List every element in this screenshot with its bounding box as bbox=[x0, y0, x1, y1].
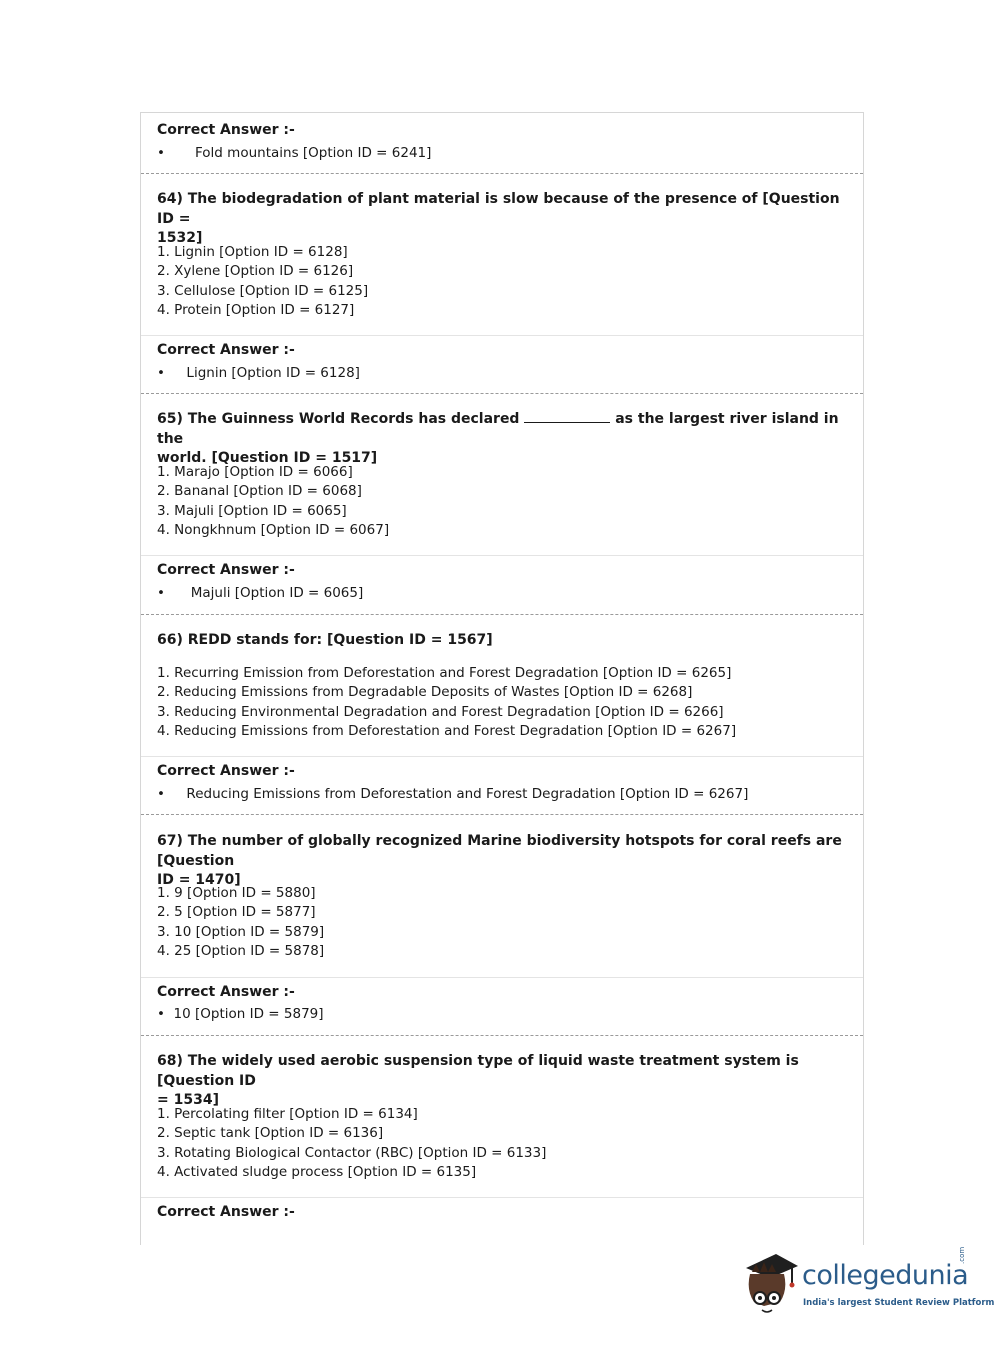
answer-divider bbox=[141, 335, 863, 336]
answer-blank bbox=[524, 410, 610, 423]
option-65-4: 4. Nongkhnum [Option ID = 6067] bbox=[157, 522, 390, 538]
logo-wordmark: collegedunia bbox=[802, 1260, 969, 1291]
question-66: 66) REDD stands for: [Question ID = 1567] bbox=[157, 632, 493, 648]
option-64-2: 2. Xylene [Option ID = 6126] bbox=[157, 263, 354, 279]
correct-answer-title: Correct Answer :- bbox=[157, 342, 295, 358]
option-67-3: 3. 10 [Option ID = 5879] bbox=[157, 924, 325, 940]
question-separator bbox=[141, 614, 863, 615]
option-66-1: 1. Recurring Emission from Deforestation and Forest Degradation [Option ID = 6265] bbox=[157, 665, 732, 681]
correct-answer-item: • Majuli [Option ID = 6065] bbox=[157, 585, 364, 601]
correct-answer-item: • Fold mountains [Option ID = 6241] bbox=[157, 145, 432, 161]
mascot-icon bbox=[742, 1250, 802, 1316]
answer-divider bbox=[141, 756, 863, 757]
correct-answer-item: • Reducing Emissions from Deforestation and Forest Degradation [Option ID = 6267] bbox=[157, 786, 749, 802]
answer-divider bbox=[141, 977, 863, 978]
option-66-2: 2. Reducing Emissions from Degradable Deposits of Wastes [Option ID = 6268] bbox=[157, 684, 693, 700]
option-65-2: 2. Bananal [Option ID = 6068] bbox=[157, 483, 362, 499]
answer-divider bbox=[141, 1197, 863, 1198]
logo-suffix: .com bbox=[958, 1246, 966, 1264]
collegedunia-logo bbox=[742, 1246, 995, 1320]
question-paper-frame bbox=[140, 112, 864, 1245]
option-65-1: 1. Marajo [Option ID = 6066] bbox=[157, 464, 353, 480]
option-66-4: 4. Reducing Emissions from Deforestation and Forest Degradation [Option ID = 6267] bbox=[157, 723, 737, 739]
answer-divider bbox=[141, 555, 863, 556]
correct-answer-title: Correct Answer :- bbox=[157, 763, 295, 779]
option-66-3: 3. Reducing Environmental Degradation and Forest Degradation [Option ID = 6266] bbox=[157, 704, 724, 720]
option-68-3: 3. Rotating Biological Contactor (RBC) [Option ID = 6133] bbox=[157, 1145, 547, 1161]
correct-answer-item: • 10 [Option ID = 5879] bbox=[157, 1006, 324, 1022]
option-65-3: 3. Majuli [Option ID = 6065] bbox=[157, 503, 347, 519]
correct-answer-title: Correct Answer :- bbox=[157, 984, 295, 1000]
question-64: 64) The biodegradation of plant material is slow because of the presence of [Question ID = 1532] bbox=[157, 191, 840, 246]
logo-tagline: India's largest Student Review Platform bbox=[803, 1298, 995, 1308]
question-separator bbox=[141, 1035, 863, 1036]
option-67-4: 4. 25 [Option ID = 5878] bbox=[157, 943, 325, 959]
correct-answer-title: Correct Answer :- bbox=[157, 562, 295, 578]
option-68-2: 2. Septic tank [Option ID = 6136] bbox=[157, 1125, 384, 1141]
option-64-3: 3. Cellulose [Option ID = 6125] bbox=[157, 283, 369, 299]
question-separator bbox=[141, 393, 863, 394]
correct-answer-title: Correct Answer :- bbox=[157, 122, 295, 138]
question-68: 68) The widely used aerobic suspension type of liquid waste treatment system is [Question ID = 1534] bbox=[157, 1053, 799, 1108]
option-67-1: 1. 9 [Option ID = 5880] bbox=[157, 885, 316, 901]
option-68-4: 4. Activated sludge process [Option ID = 6135] bbox=[157, 1164, 477, 1180]
option-68-1: 1. Percolating filter [Option ID = 6134] bbox=[157, 1106, 418, 1122]
correct-answer-item: • Lignin [Option ID = 6128] bbox=[157, 365, 360, 381]
question-67: 67) The number of globally recognized Marine biodiversity hotspots for coral reefs are [Question ID = 1470] bbox=[157, 833, 842, 888]
correct-answer-title: Correct Answer :- bbox=[157, 1204, 295, 1220]
option-64-1: 1. Lignin [Option ID = 6128] bbox=[157, 244, 348, 260]
question-separator bbox=[141, 814, 863, 815]
option-64-4: 4. Protein [Option ID = 6127] bbox=[157, 302, 355, 318]
question-65: 65) The Guinness World Records has declared as the largest river island in the world. [Question ID = 1517] bbox=[157, 411, 839, 466]
option-67-2: 2. 5 [Option ID = 5877] bbox=[157, 904, 316, 920]
question-separator bbox=[141, 173, 863, 174]
